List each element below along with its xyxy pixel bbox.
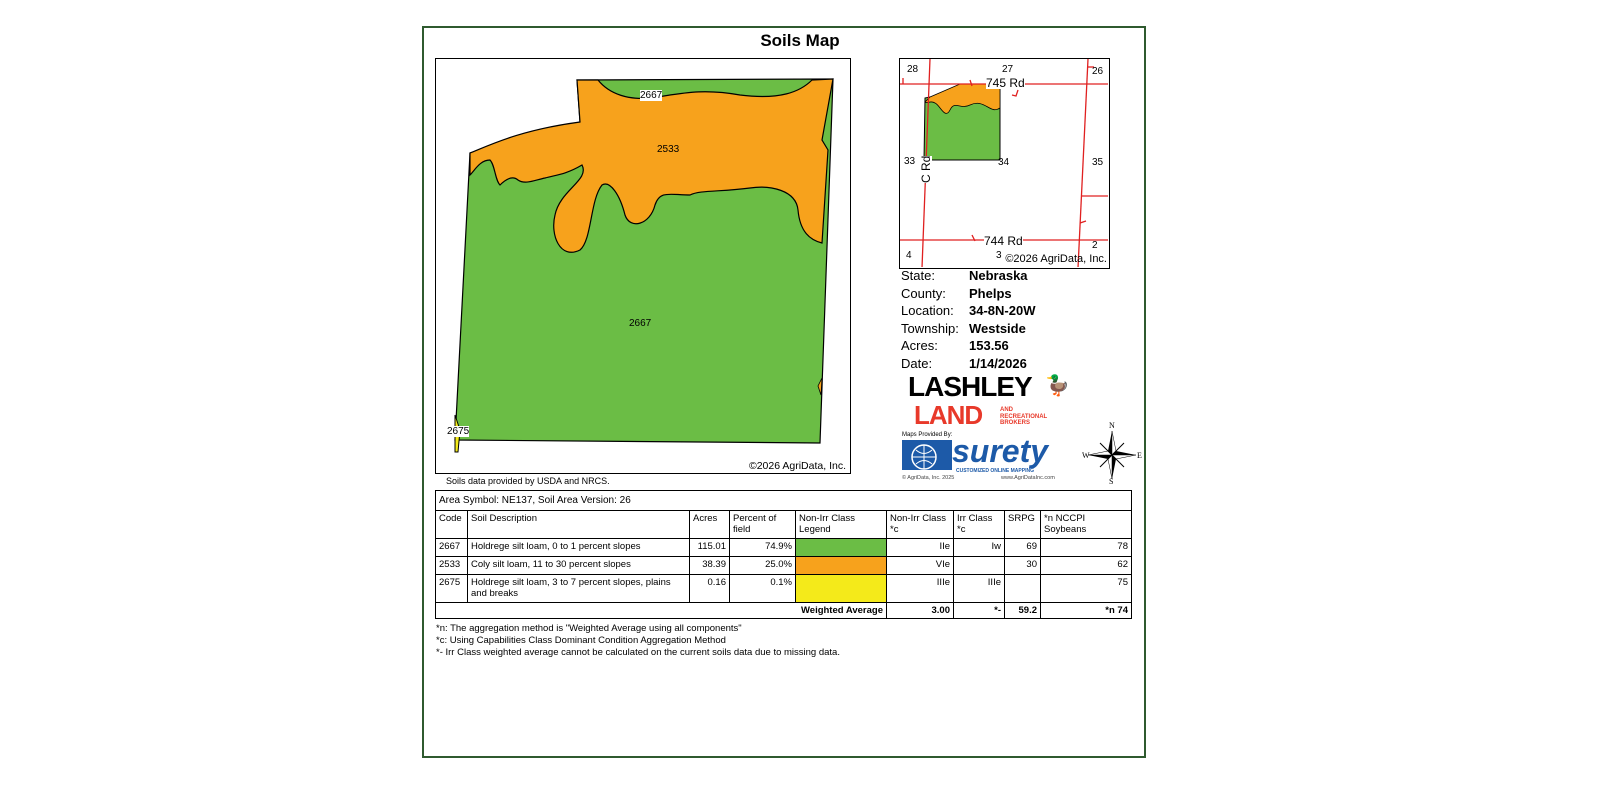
table-header-row xyxy=(436,511,1132,539)
section-label: 4 xyxy=(906,250,912,261)
table-row xyxy=(436,557,1132,575)
soil-label: 2533 xyxy=(657,144,680,155)
maps-provided-label: Maps Provided By: xyxy=(902,432,953,438)
table-cell: Non-Irr Class *c xyxy=(887,511,954,539)
soil-polygons xyxy=(436,59,852,475)
table-cell: *n 74 xyxy=(1041,603,1132,619)
table-cell: Non-Irr Class Legend xyxy=(796,511,887,539)
table-row xyxy=(436,575,1132,603)
table-cell: *n NCCPI Soybeans xyxy=(1041,511,1132,539)
legend-swatch xyxy=(796,557,887,575)
agridata-copyright-small: © AgriData, Inc. 2025 xyxy=(902,475,955,481)
table-cell: 115.01 xyxy=(690,539,730,557)
page-title: Soils Map xyxy=(760,31,840,50)
table-cell: 2667 xyxy=(436,539,468,557)
soils-source-note: Soils data provided by USDA and NRCS. xyxy=(446,476,610,486)
soil-label: 2675 xyxy=(447,426,470,437)
table-cell xyxy=(1005,575,1041,603)
table-cell: SRPG xyxy=(1005,511,1041,539)
table-cell: IIIe xyxy=(887,575,954,603)
table-cell: Soil Description xyxy=(468,511,690,539)
table-cell: 69 xyxy=(1005,539,1041,557)
table-cell: 62 xyxy=(1041,557,1132,575)
location-inset-map xyxy=(899,58,1110,269)
map-copyright: ©2026 AgriData, Inc. xyxy=(748,460,846,472)
table-cell: Holdrege silt loam, 0 to 1 percent slopes xyxy=(468,539,690,557)
table-cell: 59.2 xyxy=(1005,603,1041,619)
soils-table xyxy=(435,490,1132,619)
inset-copyright: ©2026 AgriData, Inc. xyxy=(1005,253,1107,265)
table-cell: 0.16 xyxy=(690,575,730,603)
table-row xyxy=(436,539,1132,557)
section-label: 28 xyxy=(907,64,919,75)
section-label: 2 xyxy=(1092,240,1098,251)
duck-icon: 🦆 xyxy=(1045,375,1070,397)
road-label: 744 Rd xyxy=(984,234,1023,248)
table-cell: Weighted Average xyxy=(796,603,887,619)
legend-swatch xyxy=(796,539,887,557)
table-cell: *- xyxy=(954,603,1005,619)
section-label: 34 xyxy=(998,157,1010,168)
road-label: C Rd xyxy=(919,155,933,183)
table-cell: 2533 xyxy=(436,557,468,575)
table-cell: Percent of field xyxy=(730,511,796,539)
table-cell: Irr Class *c xyxy=(954,511,1005,539)
table-cell xyxy=(954,557,1005,575)
section-label: 33 xyxy=(904,156,916,167)
table-cell: Acres xyxy=(690,511,730,539)
table-cell: 78 xyxy=(1041,539,1132,557)
table-cell: 38.39 xyxy=(690,557,730,575)
table-cell xyxy=(436,603,796,619)
table-cell: Coly silt loam, 11 to 30 percent slopes xyxy=(468,557,690,575)
table-cell: IIe xyxy=(887,539,954,557)
table-cell: 3.00 xyxy=(887,603,954,619)
table-cell: Iw xyxy=(954,539,1005,557)
table-cell: 0.1% xyxy=(730,575,796,603)
footnote: *- Irr Class weighted average cannot be calculated on the current soils data due to missing data. xyxy=(436,647,840,658)
legend-swatch xyxy=(796,575,887,603)
footnote: *n: The aggregation method is "Weighted Average using all components" xyxy=(436,623,742,634)
table-cell: IIIe xyxy=(954,575,1005,603)
table-cell: 2675 xyxy=(436,575,468,603)
table-cell: 74.9% xyxy=(730,539,796,557)
table-cell: 25.0% xyxy=(730,557,796,575)
table-cell: Code xyxy=(436,511,468,539)
lashley-land-logo: LASHLEY LAND AND RECREATIONAL BROKERS 🦆 xyxy=(908,371,1070,430)
soil-label: 2667 xyxy=(629,318,652,329)
footnote: *c: Using Capabilities Class Dominant Condition Aggregation Method xyxy=(436,635,726,646)
road-label: 745 Rd xyxy=(986,76,1025,90)
section-label: 3 xyxy=(996,250,1002,261)
compass-rose-icon: N S E W xyxy=(1082,421,1142,486)
section-label: 26 xyxy=(1092,66,1104,77)
table-cell: VIe xyxy=(887,557,954,575)
table-cell: 30 xyxy=(1005,557,1041,575)
surety-logo: surety CUSTOMIZED ONLINE MAPPING xyxy=(902,440,1072,474)
area-symbol: Area Symbol: NE137, Soil Area Version: 26 xyxy=(436,491,1132,511)
weighted-average-row xyxy=(436,603,1132,619)
agridata-url: www.AgriDataInc.com xyxy=(1001,475,1055,481)
soil-label: 2667 xyxy=(640,90,663,101)
table-cell: 75 xyxy=(1041,575,1132,603)
section-label: 35 xyxy=(1092,157,1104,168)
soils-map xyxy=(435,58,851,474)
section-label: 27 xyxy=(1002,64,1014,75)
table-cell: Holdrege silt loam, 3 to 7 percent slopes, plains and breaks xyxy=(468,575,690,603)
globe-icon xyxy=(902,440,952,470)
